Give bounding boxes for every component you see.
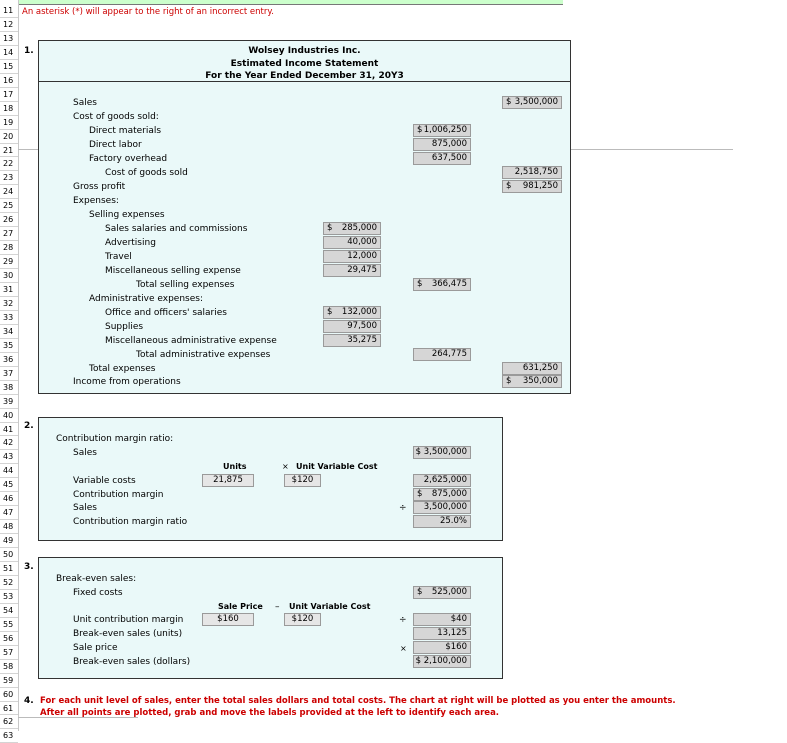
sale-price-header: Sale Price	[218, 602, 263, 611]
office-salaries-label: Office and officers' salaries	[105, 308, 227, 318]
supplies-label: Supplies	[105, 322, 144, 332]
cm-label: Contribution margin	[73, 490, 164, 500]
selling-expenses-label: Selling expenses	[89, 210, 165, 220]
office-salaries-value[interactable]: $ 132,000	[323, 306, 381, 319]
cm-ratio-heading: Contribution margin ratio:	[56, 434, 174, 444]
sale-price-input[interactable]: $160	[202, 613, 254, 626]
supplies-value[interactable]: 97,500	[323, 320, 381, 333]
row-number[interactable]: 45	[3, 480, 14, 490]
row-number[interactable]: 13	[3, 33, 14, 43]
fixed-costs-label: Fixed costs	[73, 588, 123, 598]
row-number[interactable]: 18	[3, 103, 14, 113]
times-operator-3: ×	[400, 644, 407, 653]
factory-overhead-label: Factory overhead	[89, 154, 168, 164]
row-number[interactable]: 50	[3, 550, 14, 560]
total-selling-value[interactable]: $ 366,475	[413, 278, 471, 291]
cm-sales2-label: Sales	[73, 503, 97, 513]
cm-ratio-label: Contribution margin ratio	[73, 517, 188, 527]
income-operations-label: Income from operations	[73, 377, 181, 387]
row-number[interactable]: 49	[3, 536, 14, 546]
times-operator: ×	[282, 462, 289, 471]
ucm-label: Unit contribution margin	[73, 615, 184, 625]
gross-profit-label: Gross profit	[73, 182, 126, 192]
row-number[interactable]: 47	[3, 508, 14, 518]
total-admin-value[interactable]: 264,775	[413, 348, 471, 361]
row-number[interactable]: 15	[3, 61, 14, 71]
row-number[interactable]: 25	[3, 201, 14, 211]
row-number[interactable]: 61	[3, 703, 14, 713]
currency: $	[417, 587, 423, 597]
row-number[interactable]: 40	[3, 410, 14, 420]
row-number[interactable]: 26	[3, 215, 14, 225]
company-name: Wolsey Industries Inc.	[248, 46, 361, 56]
row-number[interactable]: 44	[3, 466, 14, 476]
top-banner-strip	[18, 0, 563, 5]
be-heading: Break-even sales:	[56, 574, 137, 584]
row-number[interactable]: 48	[3, 522, 14, 532]
cm-value[interactable]: $ 875,000	[413, 488, 471, 501]
section-3-number: 3.	[24, 562, 34, 572]
direct-labor-value[interactable]: 875,000	[413, 138, 471, 151]
row-number[interactable]: 32	[3, 298, 14, 308]
total-admin-label: Total administrative expenses	[136, 350, 271, 360]
row-number[interactable]: 17	[3, 89, 14, 99]
row-number[interactable]: 43	[3, 452, 14, 462]
row-number[interactable]: 37	[3, 368, 14, 378]
advertising-value[interactable]: 40,000	[323, 236, 381, 249]
row-number[interactable]: 24	[3, 187, 14, 197]
be-dollars-label: Break-even sales (dollars)	[73, 657, 191, 667]
row-number[interactable]: 21	[3, 145, 14, 155]
row-number[interactable]: 35	[3, 340, 14, 350]
row-number[interactable]: 55	[3, 619, 14, 629]
variable-costs-label: Variable costs	[73, 476, 136, 486]
direct-materials-label: Direct materials	[89, 126, 162, 136]
row-number[interactable]: 60	[3, 689, 14, 699]
sales-salaries-label: Sales salaries and commissions	[105, 224, 248, 234]
uvc-header-3: Unit Variable Cost	[289, 602, 371, 611]
travel-label: Travel	[105, 252, 132, 262]
currency: $	[417, 489, 423, 499]
asterisk-note: An asterisk (*) will appear to the right of an incorrect entry.	[22, 7, 274, 17]
currency: $	[327, 307, 333, 317]
expenses-label: Expenses:	[73, 196, 119, 206]
currency: $	[506, 97, 512, 107]
ucm-value[interactable]: $40	[413, 613, 471, 626]
divide-operator-3: ÷	[399, 615, 407, 625]
row-number[interactable]: 22	[3, 159, 14, 169]
section-1-title-panel	[38, 40, 571, 83]
instruction-line-2: After all points are plotted, grab and move the labels provided at the left to identify each area.	[40, 708, 500, 718]
units-input[interactable]: 21,875	[202, 474, 254, 487]
total-expenses-value[interactable]: 631,250	[502, 362, 562, 375]
sales-label: Sales	[73, 98, 97, 108]
row-number[interactable]: 63	[3, 731, 14, 741]
units-header: Units	[223, 462, 247, 471]
row-number[interactable]: 31	[3, 285, 14, 294]
uvc-header: Unit Variable Cost	[296, 462, 378, 471]
row-number[interactable]: 23	[3, 173, 14, 183]
row-number[interactable]: 27	[3, 229, 14, 239]
row-number[interactable]: 12	[3, 19, 14, 29]
variable-costs-value[interactable]: 2,625,000	[413, 474, 471, 487]
currency: $	[506, 181, 512, 191]
currency: $	[417, 125, 423, 135]
row-number[interactable]: 11	[3, 6, 14, 15]
uvc-input[interactable]: $120	[284, 474, 321, 487]
advertising-label: Advertising	[105, 238, 156, 248]
row-number[interactable]: 34	[3, 326, 14, 336]
instruction-line-1: For each unit level of sales, enter the total sales dollars and total costs. The chart at right will be plotted as you enter the amounts.	[40, 696, 676, 706]
row-number[interactable]: 46	[3, 494, 14, 504]
row-number[interactable]: 52	[3, 577, 14, 587]
uvc-input-3[interactable]: $120	[284, 613, 321, 626]
currency: $	[506, 376, 512, 386]
sales-value[interactable]: $ 3,500,000	[502, 96, 562, 109]
row-number[interactable]: 51	[3, 564, 14, 573]
divide-operator: ÷	[399, 503, 407, 513]
cm-ratio-value[interactable]: 25.0%	[413, 515, 471, 528]
sale-price-value[interactable]: $160	[413, 641, 471, 654]
direct-materials-value[interactable]: $ 1,006,250	[413, 124, 471, 137]
misc-selling-value[interactable]: 29,475	[323, 264, 381, 277]
direct-labor-label: Direct labor	[89, 140, 142, 150]
admin-expenses-label: Administrative expenses:	[89, 294, 203, 304]
row-number[interactable]: 56	[3, 633, 14, 643]
sales-salaries-value[interactable]: $ 285,000	[323, 222, 381, 235]
travel-value[interactable]: 12,000	[323, 250, 381, 263]
row-number[interactable]: 53	[3, 591, 14, 601]
row-number[interactable]: 14	[3, 47, 14, 57]
be-dollars-value[interactable]: $ 2,100,000	[413, 655, 471, 668]
be-units-value[interactable]: 13,125	[413, 627, 471, 640]
row-number[interactable]: 29	[3, 257, 14, 267]
row-number[interactable]: 41	[3, 424, 14, 434]
cm-sales-label: Sales	[73, 448, 97, 458]
total-expenses-label: Total expenses	[89, 364, 156, 374]
row-number[interactable]: 38	[3, 382, 14, 392]
total-selling-label: Total selling expenses	[136, 280, 235, 290]
misc-admin-label: Miscellaneous administrative expense	[105, 336, 277, 346]
cogs-label: Cost of goods sold:	[73, 112, 159, 122]
row-number-column	[0, 0, 19, 741]
row-number[interactable]: 36	[3, 354, 14, 364]
gross-profit-value[interactable]: $ 981,250	[502, 180, 562, 193]
section-1-number: 1.	[24, 46, 34, 56]
row-number[interactable]: 57	[3, 647, 14, 657]
currency: $	[417, 279, 423, 289]
row-number[interactable]: 20	[3, 131, 14, 141]
row-number[interactable]: 30	[3, 271, 14, 281]
cogs-total-label: Cost of goods sold	[105, 168, 188, 178]
currency: $	[327, 223, 333, 233]
row-number[interactable]: 62	[3, 717, 14, 727]
income-operations-value[interactable]: $ 350,000	[502, 375, 562, 388]
statement-name: Estimated Income Statement	[230, 59, 379, 69]
minus-operator: –	[275, 602, 280, 612]
row-number[interactable]: 16	[3, 75, 14, 85]
cm-sales2-value[interactable]: 3,500,000	[413, 501, 471, 514]
row-number[interactable]: 33	[3, 312, 14, 322]
factory-overhead-value[interactable]: 637,500	[413, 152, 471, 165]
sale-price-label: Sale price	[73, 643, 118, 653]
row-number[interactable]: 42	[3, 438, 14, 448]
misc-selling-label: Miscellaneous selling expense	[105, 266, 241, 276]
section-4-number: 4.	[24, 696, 34, 706]
be-units-label: Break-even sales (units)	[73, 629, 183, 639]
fixed-costs-value[interactable]: $ 525,000	[413, 586, 471, 599]
cm-sales-value[interactable]: $ 3,500,000	[413, 446, 471, 459]
row-number[interactable]: 39	[3, 396, 14, 406]
statement-period: For the Year Ended December 31, 20Y3	[205, 71, 404, 81]
misc-admin-value[interactable]: 35,275	[323, 334, 381, 347]
cogs-total-value[interactable]: 2,518,750	[502, 166, 562, 179]
row-number[interactable]: 54	[3, 605, 14, 615]
section-2-number: 2.	[24, 421, 34, 431]
row-number[interactable]: 59	[3, 675, 14, 685]
row-number[interactable]: 58	[3, 661, 14, 671]
row-number[interactable]: 19	[3, 117, 14, 127]
row-number[interactable]: 28	[3, 243, 14, 253]
